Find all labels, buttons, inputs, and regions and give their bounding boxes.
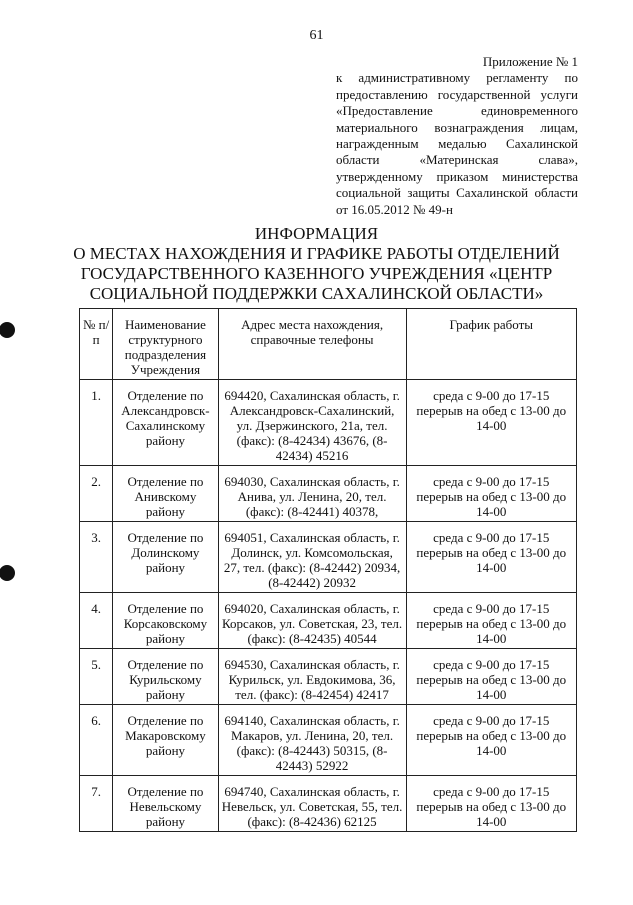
page-number: 61 (309, 28, 324, 43)
office-schedule: среда с 9-00 до 17-15 перерыв на обед с 13-00 до 14-00 (406, 705, 577, 776)
office-address: 694740, Сахалинская область, г. Невельск, ул. Советская, 55, тел. (факс): (8-42436) 62125 (218, 776, 406, 832)
office-schedule: среда с 9-00 до 17-15 перерыв на обед с 13-00 до 14-00 (406, 380, 577, 466)
table-row (80, 380, 577, 466)
table-header-row (80, 309, 577, 380)
row-number: 3. (80, 522, 113, 593)
table-row (80, 705, 577, 776)
office-name: Отделение по Невельскому району (113, 776, 218, 832)
row-number: 2. (80, 466, 113, 522)
row-number: 7. (80, 776, 113, 832)
document-heading (0, 224, 633, 304)
row-number: 5. (80, 649, 113, 705)
punch-hole-mark (0, 565, 15, 581)
table-row (80, 466, 577, 522)
table-row (80, 593, 577, 649)
appendix-title: Приложение № 1 (482, 54, 578, 69)
office-address: 694140, Сахалинская область, г. Макаров, ул. Ленина, 20, тел. (факс): (8-42443) 50315, (8-42443) 52922 (218, 705, 406, 776)
punch-hole-mark (0, 322, 15, 338)
office-name: Отделение по Курильскому району (113, 649, 218, 705)
header-address: Адрес места нахождения, справочные телефоны (218, 309, 406, 380)
row-number: 6. (80, 705, 113, 776)
office-schedule: среда с 9-00 до 17-15 перерыв на обед с 13-00 до 14-00 (406, 466, 577, 522)
office-schedule: среда с 9-00 до 17-15 перерыв на обед с 13-00 до 14-00 (406, 649, 577, 705)
heading-line-2: О МЕСТАХ НАХОЖДЕНИЯ И ГРАФИКЕ РАБОТЫ ОТДЕЛЕНИЙ (73, 244, 560, 263)
office-name: Отделение по Анивскому району (113, 466, 218, 522)
header-name: Наименование структурного подразделения Учреждения (113, 309, 218, 380)
heading-line-3: ГОСУДАРСТВЕННОГО КАЗЕННОГО УЧРЕЖДЕНИЯ «ЦЕНТР (80, 264, 553, 283)
office-name: Отделение по Корсаковскому району (113, 593, 218, 649)
office-schedule: среда с 9-00 до 17-15 перерыв на обед с 13-00 до 14-00 (406, 522, 577, 593)
table-row (80, 649, 577, 705)
appendix-body: к административному регламенту по предоставлению государственной услуги «Предоставление единовременного материального вознаграждения лицам, награжденным медалью Сахалинской области «Материнская слава», утвержденному приказом министерства социальной защиты Сахалинской области от 16.05.2012 № 49-н (336, 70, 578, 217)
office-address: 694420, Сахалинская область, г. Александровск-Сахалинский, ул. Дзержинского, 21а, тел. (факс): (8-42434) 43676, (8-42434) 45216 (218, 380, 406, 466)
table-row (80, 522, 577, 593)
header-schedule: График работы (406, 309, 577, 380)
office-address: 694030, Сахалинская область, г. Анива, ул. Ленина, 20, тел. (факс): (8-42441) 40378, (218, 466, 406, 522)
office-name: Отделение по Макаровскому району (113, 705, 218, 776)
office-address: 694530, Сахалинская область, г. Курильск, ул. Евдокимова, 36, тел. (факс): (8-42454) 42417 (218, 649, 406, 705)
appendix-note (336, 54, 578, 218)
office-address: 694051, Сахалинская область, г. Долинск, ул. Комсомольская, 27, тел. (факс): (8-42442) 20934, (8-42442) 20932 (218, 522, 406, 593)
office-schedule: среда с 9-00 до 17-15 перерыв на обед с 13-00 до 14-00 (406, 776, 577, 832)
heading-line-4: СОЦИАЛЬНОЙ ПОДДЕРЖКИ САХАЛИНСКОЙ ОБЛАСТИ» (89, 284, 544, 303)
header-number: № п/п (80, 309, 113, 380)
office-name: Отделение по Александровск-Сахалинскому району (113, 380, 218, 466)
office-name: Отделение по Долинскому району (113, 522, 218, 593)
table-row (80, 776, 577, 832)
office-schedule: среда с 9-00 до 17-15 перерыв на обед с 13-00 до 14-00 (406, 593, 577, 649)
offices-table (79, 308, 577, 832)
row-number: 4. (80, 593, 113, 649)
heading-line-1: ИНФОРМАЦИЯ (254, 224, 379, 243)
row-number: 1. (80, 380, 113, 466)
office-address: 694020, Сахалинская область, г. Корсаков, ул. Советская, 23, тел. (факс): (8-42435) 40544 (218, 593, 406, 649)
